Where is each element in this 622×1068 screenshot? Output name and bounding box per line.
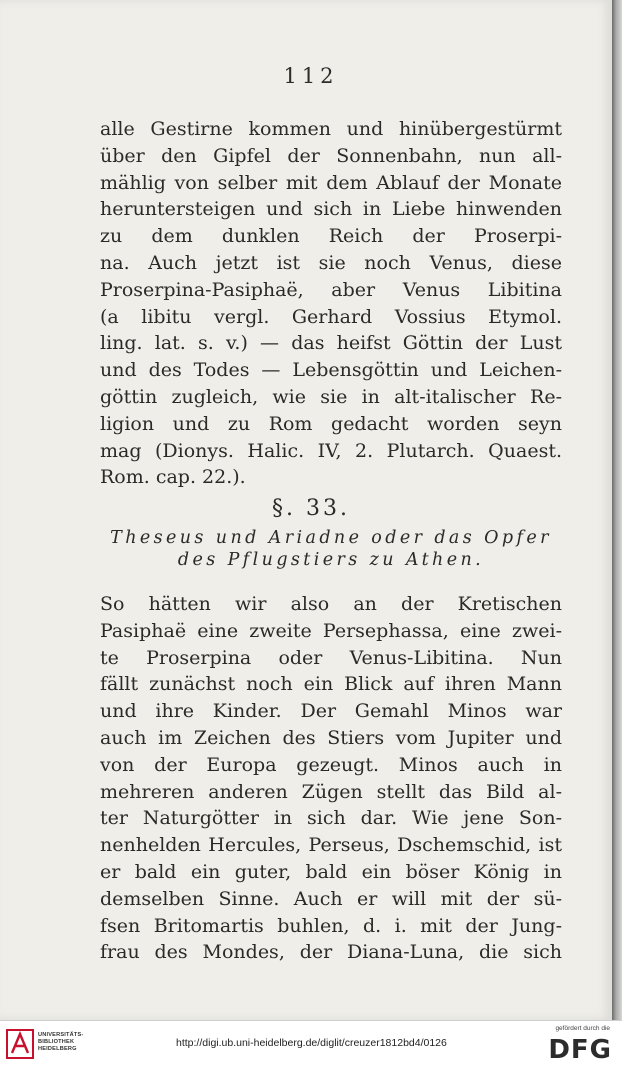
university-library-logo-icon (6, 1029, 34, 1059)
text-line: Rom. cap. 22.). (100, 466, 246, 489)
text-line: ter Naturgötter in sich dar. Wie jene Son- (100, 807, 562, 830)
text-line: über den Gipfel der Sonnenbahn, nun all- (100, 144, 562, 167)
text-line: Pasiphaë eine zweite Persephassa, eine zwei- (100, 619, 562, 642)
text-line: nenhelden Hercules, Perseus, Dschemschid, ist (100, 834, 562, 857)
page-number: 112 (283, 64, 339, 88)
paragraph-1 (100, 116, 562, 491)
text-line: frau des Mondes, der Diana-Luna, die sich (100, 941, 562, 964)
text-line: demselben Sinne. Auch er will mit der sü- (100, 887, 562, 910)
section-number: §. 33. (272, 496, 350, 521)
text-line: na. Auch jetzt ist sie noch Venus, diese (100, 251, 562, 274)
text-line: heruntersteigen und sich in Liebe hinwenden (100, 198, 562, 221)
text-line: und des Todes — Lebensgöttin und Leichen- (100, 359, 562, 382)
section-title-line-1: Theseus und Ariadne oder das Opfer (110, 528, 552, 548)
text-line: mählig von selber mit dem Ablauf der Monate (100, 171, 562, 194)
funded-by-label: gefördert durch die (555, 1025, 610, 1032)
viewer-footer (0, 1020, 622, 1068)
text-line: er bald ein guter, bald ein böser König in (100, 860, 562, 883)
text-line: mag (Dionys. Halic. IV, 2. Plutarch. Quaest. (100, 439, 562, 462)
text-line: (a libitu vergl. Gerhard Vossius Etymol. (100, 305, 562, 328)
paragraph-2 (100, 591, 562, 966)
text-line: alle Gestirne kommen und hinübergestürmt (100, 118, 562, 140)
text-line: fällt zunächst noch ein Blick auf ihren Mann (100, 673, 562, 696)
text-line: und ihre Kinder. Der Gemahl Minos war (100, 700, 562, 723)
permalink-url[interactable]: http://digi.ub.uni-heidelberg.de/diglit/creuzer1812bd4/0126 (176, 1037, 447, 1049)
text-line: fsen Britomartis buhlen, d. i. mit der Jung- (100, 914, 562, 937)
library-name: UNIVERSITÄTS- BIBLIOTHEK HEIDELBERG (38, 1032, 84, 1052)
text-line: ling. lat. s. v.) — das heifst Göttin der Lust (100, 332, 562, 355)
dfg-logo: DFG (548, 1035, 612, 1065)
text-line: mehreren anderen Zügen stellt das Bild al- (100, 780, 562, 803)
text-line: te Proserpina oder Venus-Libitina. Nun (100, 646, 562, 669)
text-line: zu dem dunklen Reich der Proserpi- (100, 225, 562, 248)
text-line: So hätten wir also an der Kretischen (100, 593, 562, 615)
section-title-line-2: des Pflugstiers zu Athen. (177, 550, 485, 570)
text-line: göttin zugleich, wie sie in alt-italischer Re- (100, 385, 562, 408)
text-line: von der Europa gezeugt. Minos auch in (100, 753, 562, 776)
text-line: ligion und zu Rom gedacht worden seyn (100, 412, 562, 435)
text-line: Proserpina-Pasiphaë, aber Venus Libitina (100, 278, 562, 301)
text-line: auch im Zeichen des Stiers vom Jupiter und (100, 726, 562, 749)
